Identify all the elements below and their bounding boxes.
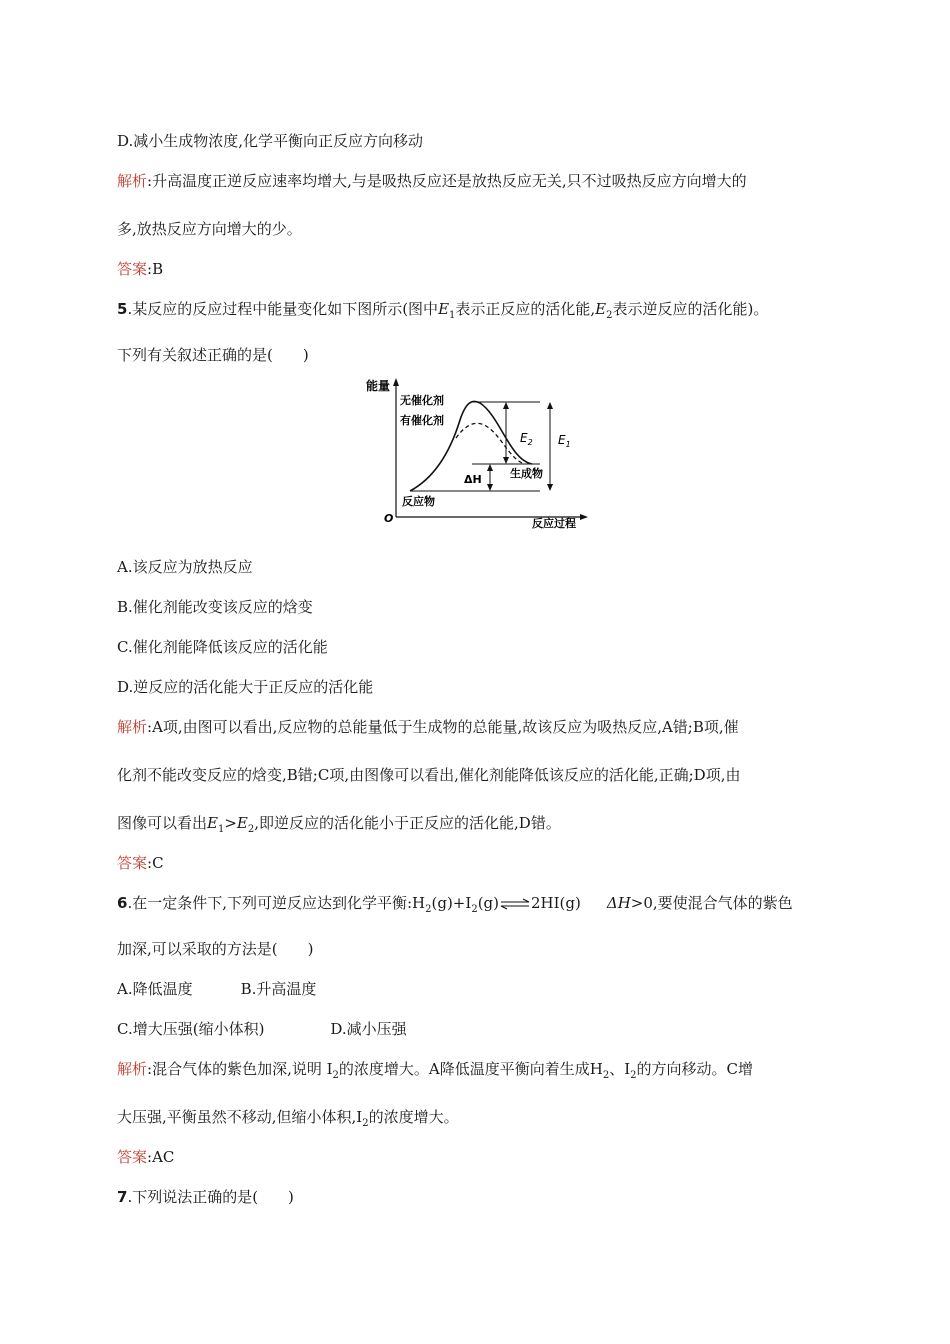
answer-text: :C (147, 854, 164, 872)
q6-option-b: B.升高温度 (240, 980, 317, 998)
origin-label: O (384, 512, 394, 525)
q4-analysis-line-2: 多,放热反应方向增大的少。 (117, 220, 302, 238)
q5-option-c: C.催化剂能降低该反应的活化能 (117, 638, 328, 656)
with-catalyst-label: 有催化剂 (400, 414, 444, 427)
analysis-label: 解析 (117, 172, 148, 190)
analysis-label: 解析 (117, 718, 148, 736)
no-catalyst-label: 无催化剂 (400, 394, 444, 407)
q5-analysis-line-2: 化剂不能改变反应的焓变,B错;C项,由图像可以看出,催化剂能降低该反应的活化能,正确;D项,由 (117, 766, 741, 784)
catalyzed-curve (456, 423, 522, 463)
question-number: 7 (117, 1188, 128, 1206)
y-axis-label: 能量 (366, 379, 391, 393)
q5-analysis-line-1 (117, 717, 739, 737)
stem-text: .某反应的反应过程中能量变化如下图所示(图中 (127, 300, 439, 318)
q6-stem-line-2: 加深,可以采取的方法是( ) (117, 940, 314, 958)
question-number: 5 (117, 300, 128, 318)
product-label: 生成物 (510, 467, 543, 480)
dh-label: ΔH (464, 473, 482, 486)
q4-analysis-line-1 (117, 171, 747, 191)
q4-option-d: D.减小生成物浓度,化学平衡向正反应方向移动 (117, 132, 424, 150)
q5-stem-line-1 (117, 299, 768, 322)
answer-label: 答案 (117, 260, 148, 278)
e2-subscript: 2 (606, 310, 613, 321)
q6-analysis-line-1: 解析:混合气体的紫色加深,说明 $I_2$的浓度增大。A降低温度平衡向着生成$H_2$、$I_2$的方向移动。C增 (117, 1060, 754, 1081)
q6-option-a: A.降低温度 (117, 980, 193, 998)
q6-answer (117, 1147, 174, 1167)
e2-label: $E_2$ (520, 431, 533, 447)
q5-option-b: B.催化剂能改变该反应的焓变 (117, 598, 313, 616)
e2-symbol: E (595, 300, 607, 318)
answer-label: 答案 (117, 1148, 148, 1166)
question-number: 6 (117, 894, 128, 912)
e1-subscript: 1 (449, 310, 456, 321)
q5-answer (117, 853, 164, 873)
q6-option-c: C.增大压强(缩小体积) (117, 1020, 265, 1038)
stem-text: 表示逆反应的活化能)。 (612, 300, 769, 318)
q6-options-ab (117, 979, 316, 999)
x-axis-label: 反应过程 (532, 517, 576, 530)
answer-label: 答案 (117, 854, 148, 872)
q5-option-d: D.逆反应的活化能大于正反应的活化能 (117, 678, 374, 696)
e1-symbol: E (438, 300, 450, 318)
equilibrium-arrow-icon (500, 898, 530, 910)
answer-text: :B (147, 260, 164, 278)
q6-options-cd (117, 1019, 407, 1039)
analysis-label: 解析 (117, 1060, 148, 1078)
q6-stem-line-1: 6.在一定条件下,下列可逆反应达到化学平衡$:H_2(g)+I_2(g)$ 2HI(g) ΔH>0,要使混合气体的紫色 (117, 894, 793, 915)
q5-option-a: A.该反应为放热反应 (117, 558, 253, 576)
y-axis-arrow (393, 378, 399, 386)
q5-stem-line-2: 下列有关叙述正确的是( ) (117, 346, 309, 364)
reactant-label: 反应物 (402, 495, 435, 508)
q4-answer (117, 259, 163, 279)
analysis-text: :升高温度正逆反应速率均增大,与是吸热反应还是放热反应无关,只不过吸热反应方向增大的 (147, 172, 747, 190)
q6-analysis-line-2: 大压强,平衡虽然不移动,但缩小体积$,I_2$的浓度增大。 (117, 1108, 459, 1129)
x-axis-arrow (580, 514, 588, 520)
e1-label: $E_1$ (558, 433, 571, 449)
q5-analysis-line-3: 图像可以看出$E_1>E_2$,即逆反应的活化能小于正反应的活化能,D错。 (117, 814, 561, 835)
stem-text: 表示正反应的活化能, (455, 300, 596, 318)
analysis-text: :A项,由图可以看出,反应物的总能量低于生成物的总能量,故该反应为吸热反应,A错;B项,催 (147, 718, 739, 736)
answer-text: :AC (147, 1148, 175, 1166)
energy-diagram (360, 372, 590, 532)
q6-option-d: D.减小压强 (330, 1020, 407, 1038)
q7-stem: 7.下列说法正确的是( ) (117, 1188, 294, 1206)
